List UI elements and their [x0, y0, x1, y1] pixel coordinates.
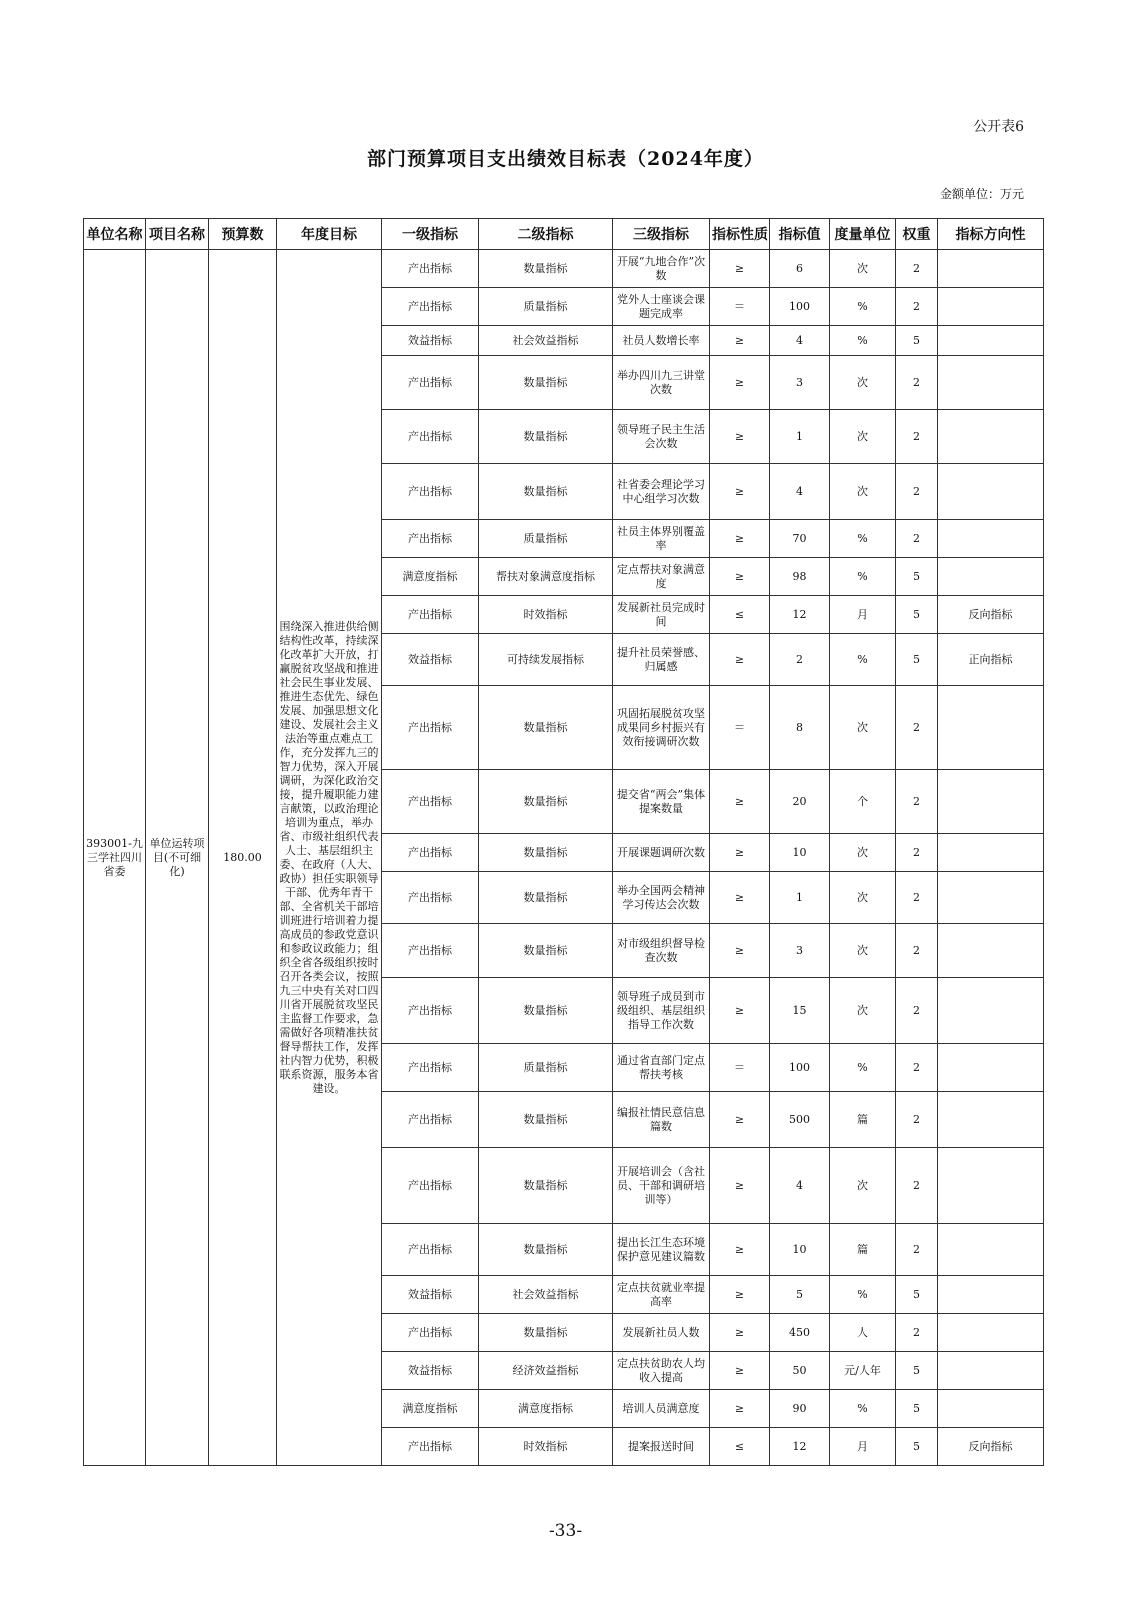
- level3-indicator: 提交省“两会”集体提案数量: [613, 770, 710, 834]
- level2-indicator: 数量指标: [479, 250, 613, 288]
- indicator-direction: [938, 1224, 1044, 1276]
- indicator-nature: ≥: [710, 634, 770, 686]
- measure-unit: 元/人年: [830, 1352, 896, 1390]
- indicator-direction: [938, 288, 1044, 326]
- level1-indicator: 产出指标: [382, 250, 479, 288]
- weight: 2: [896, 356, 938, 410]
- indicator-value: 4: [770, 326, 830, 356]
- column-header: 度量单位: [830, 219, 896, 250]
- indicator-direction: [938, 410, 1044, 464]
- project-name-cell: 单位运转项目(不可细化): [146, 250, 209, 1466]
- indicator-nature: ≥: [710, 1352, 770, 1390]
- level1-indicator: 满意度指标: [382, 1390, 479, 1428]
- level1-indicator: 产出指标: [382, 464, 479, 520]
- indicator-nature: ≥: [710, 1148, 770, 1224]
- indicator-value: 100: [770, 1044, 830, 1092]
- indicator-value: 50: [770, 1352, 830, 1390]
- indicator-direction: [938, 1314, 1044, 1352]
- weight: 2: [896, 770, 938, 834]
- measure-unit: %: [830, 326, 896, 356]
- level3-indicator: 培训人员满意度: [613, 1390, 710, 1428]
- level1-indicator: 产出指标: [382, 1092, 479, 1148]
- level1-indicator: 效益指标: [382, 634, 479, 686]
- indicator-direction: [938, 1276, 1044, 1314]
- measure-unit: %: [830, 1044, 896, 1092]
- level2-indicator: 数量指标: [479, 924, 613, 978]
- annual-goal-cell: 围绕深入推进供给侧结构性改革，持续深化改革扩大开放，打赢脱贫攻坚战和推进社会民生事业发展、推进生态优先、绿色发展、加强思想文化建设、发展社会主义法治等重点难点工作，充分发挥九三的智力优势，深入开展调研，为深化政治交接，提升履职能力建言献策，以政治理论培训为重点，举办省、市级社组织代表人士、基层组织主委、在政府（人大、政协）担任实职领导干部、优秀年青干部、全省机关干部培训班进行培训着力提高成员的参政党意识和参政议政能力；组织全省各级组织按时召开各类会议，按照九三中央有关对口四川省开展脱贫攻坚民主监督工作要求，急需做好各项精准扶贫督导帮扶工作，发挥社内智力优势，积极联系资源，服务本省建设。: [277, 250, 382, 1466]
- weight: 2: [896, 1314, 938, 1352]
- indicator-direction: [938, 250, 1044, 288]
- weight: 2: [896, 1148, 938, 1224]
- indicator-direction: [938, 464, 1044, 520]
- measure-unit: 篇: [830, 1224, 896, 1276]
- level2-indicator: 数量指标: [479, 1092, 613, 1148]
- indicator-nature: ≥: [710, 326, 770, 356]
- level3-indicator: 编报社情民意信息篇数: [613, 1092, 710, 1148]
- measure-unit: 月: [830, 1428, 896, 1466]
- level2-indicator: 数量指标: [479, 356, 613, 410]
- measure-unit: 次: [830, 872, 896, 924]
- level1-indicator: 产出指标: [382, 770, 479, 834]
- indicator-value: 1: [770, 872, 830, 924]
- level3-indicator: 定点扶贫就业率提高率: [613, 1276, 710, 1314]
- level2-indicator: 数量指标: [479, 1148, 613, 1224]
- measure-unit: 月: [830, 596, 896, 634]
- measure-unit: %: [830, 558, 896, 596]
- level2-indicator: 质量指标: [479, 520, 613, 558]
- weight: 2: [896, 520, 938, 558]
- indicator-nature: ≤: [710, 1428, 770, 1466]
- weight: 5: [896, 326, 938, 356]
- weight: 2: [896, 1044, 938, 1092]
- column-header: 二级指标: [479, 219, 613, 250]
- measure-unit: 次: [830, 978, 896, 1044]
- weight: 5: [896, 1428, 938, 1466]
- column-header: 三级指标: [613, 219, 710, 250]
- level1-indicator: 产出指标: [382, 596, 479, 634]
- level3-indicator: 社员人数增长率: [613, 326, 710, 356]
- weight: 5: [896, 1276, 938, 1314]
- weight: 5: [896, 558, 938, 596]
- column-header: 一级指标: [382, 219, 479, 250]
- level1-indicator: 产出指标: [382, 1428, 479, 1466]
- indicator-direction: [938, 1092, 1044, 1148]
- level1-indicator: 产出指标: [382, 1224, 479, 1276]
- level3-indicator: 社省委会理论学习中心组学习次数: [613, 464, 710, 520]
- level3-indicator: 开展课题调研次数: [613, 834, 710, 872]
- indicator-nature: ≥: [710, 464, 770, 520]
- level1-indicator: 产出指标: [382, 288, 479, 326]
- column-header: 指标值: [770, 219, 830, 250]
- level2-indicator: 时效指标: [479, 1428, 613, 1466]
- indicator-nature: ≥: [710, 1314, 770, 1352]
- measure-unit: %: [830, 1390, 896, 1428]
- indicator-direction: [938, 1044, 1044, 1092]
- indicator-nature: ≤: [710, 596, 770, 634]
- level3-indicator: 举办全国两会精神学习传达会次数: [613, 872, 710, 924]
- unit-name-cell: 393001-九三学社四川省委: [84, 250, 146, 1466]
- measure-unit: 篇: [830, 1092, 896, 1148]
- level1-indicator: 满意度指标: [382, 558, 479, 596]
- indicator-value: 70: [770, 520, 830, 558]
- level1-indicator: 效益指标: [382, 326, 479, 356]
- column-header: 权重: [896, 219, 938, 250]
- level3-indicator: 党外人士座谈会课题完成率: [613, 288, 710, 326]
- weight: 2: [896, 686, 938, 770]
- indicator-nature: ＝: [710, 1044, 770, 1092]
- indicator-nature: ＝: [710, 686, 770, 770]
- level3-indicator: 巩固拓展脱贫攻坚成果同乡村振兴有效衔接调研次数: [613, 686, 710, 770]
- weight: 2: [896, 288, 938, 326]
- indicator-direction: [938, 1148, 1044, 1224]
- column-header: 预算数: [209, 219, 277, 250]
- indicator-value: 500: [770, 1092, 830, 1148]
- level1-indicator: 产出指标: [382, 520, 479, 558]
- level3-indicator: 领导班子民主生活会次数: [613, 410, 710, 464]
- measure-unit: %: [830, 634, 896, 686]
- measure-unit: 次: [830, 834, 896, 872]
- level3-indicator: 开展“九地合作”次数: [613, 250, 710, 288]
- measure-unit: 次: [830, 924, 896, 978]
- level2-indicator: 数量指标: [479, 978, 613, 1044]
- level2-indicator: 帮扶对象满意度指标: [479, 558, 613, 596]
- page-title: 部门预算项目支出绩效目标表（2024年度）: [367, 148, 764, 170]
- weight: 2: [896, 834, 938, 872]
- weight: 2: [896, 1224, 938, 1276]
- indicator-direction: [938, 1390, 1044, 1428]
- indicator-nature: ≥: [710, 924, 770, 978]
- level1-indicator: 产出指标: [382, 872, 479, 924]
- level2-indicator: 满意度指标: [479, 1390, 613, 1428]
- level2-indicator: 可持续发展指标: [479, 634, 613, 686]
- weight: 2: [896, 1092, 938, 1148]
- table-ref: 公开表6: [973, 119, 1024, 135]
- measure-unit: 次: [830, 356, 896, 410]
- indicator-direction: [938, 924, 1044, 978]
- column-header: 年度目标: [277, 219, 382, 250]
- level2-indicator: 数量指标: [479, 686, 613, 770]
- indicator-value: 10: [770, 834, 830, 872]
- measure-unit: 人: [830, 1314, 896, 1352]
- measure-unit: 次: [830, 1148, 896, 1224]
- weight: 2: [896, 464, 938, 520]
- level3-indicator: 提升社员荣誉感、归属感: [613, 634, 710, 686]
- indicator-value: 450: [770, 1314, 830, 1352]
- indicator-value: 2: [770, 634, 830, 686]
- indicator-direction: [938, 686, 1044, 770]
- weight: 2: [896, 410, 938, 464]
- page-number: -33-: [548, 1521, 583, 1541]
- measure-unit: 次: [830, 464, 896, 520]
- indicator-nature: ＝: [710, 288, 770, 326]
- header-row: [84, 219, 1044, 250]
- level3-indicator: 发展新社员人数: [613, 1314, 710, 1352]
- indicator-nature: ≥: [710, 1276, 770, 1314]
- weight: 5: [896, 1352, 938, 1390]
- level3-indicator: 提案报送时间: [613, 1428, 710, 1466]
- weight: 5: [896, 1390, 938, 1428]
- weight: 5: [896, 596, 938, 634]
- indicator-value: 5: [770, 1276, 830, 1314]
- indicator-nature: ≥: [710, 410, 770, 464]
- measure-unit: %: [830, 1276, 896, 1314]
- column-header: 项目名称: [146, 219, 209, 250]
- weight: 2: [896, 250, 938, 288]
- indicator-direction: 反向指标: [938, 1428, 1044, 1466]
- level3-indicator: 领导班子成员到市级组织、基层组织指导工作次数: [613, 978, 710, 1044]
- indicator-nature: ≥: [710, 558, 770, 596]
- level1-indicator: 产出指标: [382, 1314, 479, 1352]
- level2-indicator: 质量指标: [479, 1044, 613, 1092]
- level2-indicator: 数量指标: [479, 464, 613, 520]
- measure-unit: 次: [830, 410, 896, 464]
- indicator-value: 100: [770, 288, 830, 326]
- indicator-direction: 反向指标: [938, 596, 1044, 634]
- budget-cell: 180.00: [209, 250, 277, 1466]
- level2-indicator: 数量指标: [479, 872, 613, 924]
- column-header: 单位名称: [84, 219, 146, 250]
- level1-indicator: 产出指标: [382, 686, 479, 770]
- indicator-value: 3: [770, 356, 830, 410]
- indicator-direction: [938, 872, 1044, 924]
- level3-indicator: 定点帮扶对象满意度: [613, 558, 710, 596]
- indicator-value: 8: [770, 686, 830, 770]
- level3-indicator: 开展培训会（含社员、干部和调研培训等）: [613, 1148, 710, 1224]
- indicator-value: 10: [770, 1224, 830, 1276]
- weight: 2: [896, 872, 938, 924]
- indicator-value: 15: [770, 978, 830, 1044]
- level1-indicator: 产出指标: [382, 834, 479, 872]
- indicator-nature: ≥: [710, 1390, 770, 1428]
- indicator-direction: [938, 1352, 1044, 1390]
- level1-indicator: 产出指标: [382, 924, 479, 978]
- indicator-value: 20: [770, 770, 830, 834]
- indicator-direction: [938, 834, 1044, 872]
- measure-unit: 次: [830, 250, 896, 288]
- table-row: [84, 250, 1044, 288]
- level3-indicator: 定点扶贫助农人均收入提高: [613, 1352, 710, 1390]
- level3-indicator: 对市级组织督导检查次数: [613, 924, 710, 978]
- performance-table: [83, 218, 1044, 1466]
- indicator-value: 3: [770, 924, 830, 978]
- level1-indicator: 产出指标: [382, 410, 479, 464]
- indicator-direction: [938, 326, 1044, 356]
- column-header: 指标性质: [710, 219, 770, 250]
- indicator-nature: ≥: [710, 770, 770, 834]
- measure-unit: %: [830, 520, 896, 558]
- indicator-value: 12: [770, 596, 830, 634]
- level2-indicator: 数量指标: [479, 1314, 613, 1352]
- indicator-nature: ≥: [710, 834, 770, 872]
- indicator-value: 90: [770, 1390, 830, 1428]
- indicator-nature: ≥: [710, 1092, 770, 1148]
- level1-indicator: 产出指标: [382, 1148, 479, 1224]
- level2-indicator: 社会效益指标: [479, 326, 613, 356]
- level2-indicator: 经济效益指标: [479, 1352, 613, 1390]
- amount-unit-note: 金额单位：万元: [939, 187, 1024, 201]
- level2-indicator: 数量指标: [479, 834, 613, 872]
- level1-indicator: 效益指标: [382, 1276, 479, 1314]
- level2-indicator: 数量指标: [479, 410, 613, 464]
- column-header: 指标方向性: [938, 219, 1044, 250]
- measure-unit: 次: [830, 686, 896, 770]
- indicator-nature: ≥: [710, 356, 770, 410]
- level3-indicator: 提出长江生态环境保护意见建议篇数: [613, 1224, 710, 1276]
- indicator-direction: [938, 770, 1044, 834]
- level2-indicator: 社会效益指标: [479, 1276, 613, 1314]
- level2-indicator: 质量指标: [479, 288, 613, 326]
- indicator-value: 1: [770, 410, 830, 464]
- weight: 5: [896, 634, 938, 686]
- indicator-direction: [938, 356, 1044, 410]
- indicator-value: 4: [770, 464, 830, 520]
- level3-indicator: 社员主体界别覆盖率: [613, 520, 710, 558]
- indicator-direction: [938, 520, 1044, 558]
- indicator-value: 4: [770, 1148, 830, 1224]
- level3-indicator: 举办四川九三讲堂次数: [613, 356, 710, 410]
- indicator-nature: ≥: [710, 520, 770, 558]
- weight: 2: [896, 924, 938, 978]
- level1-indicator: 产出指标: [382, 1044, 479, 1092]
- indicator-value: 98: [770, 558, 830, 596]
- indicator-nature: ≥: [710, 872, 770, 924]
- weight: 2: [896, 978, 938, 1044]
- indicator-direction: [938, 978, 1044, 1044]
- indicator-direction: [938, 558, 1044, 596]
- indicator-value: 12: [770, 1428, 830, 1466]
- level1-indicator: 效益指标: [382, 1352, 479, 1390]
- indicator-direction: 正向指标: [938, 634, 1044, 686]
- indicator-value: 6: [770, 250, 830, 288]
- indicator-nature: ≥: [710, 1224, 770, 1276]
- level2-indicator: 时效指标: [479, 596, 613, 634]
- level2-indicator: 数量指标: [479, 770, 613, 834]
- measure-unit: 个: [830, 770, 896, 834]
- indicator-nature: ≥: [710, 250, 770, 288]
- measure-unit: %: [830, 288, 896, 326]
- level3-indicator: 通过省直部门定点帮扶考核: [613, 1044, 710, 1092]
- level3-indicator: 发展新社员完成时间: [613, 596, 710, 634]
- level1-indicator: 产出指标: [382, 356, 479, 410]
- indicator-nature: ≥: [710, 978, 770, 1044]
- level1-indicator: 产出指标: [382, 978, 479, 1044]
- level2-indicator: 数量指标: [479, 1224, 613, 1276]
